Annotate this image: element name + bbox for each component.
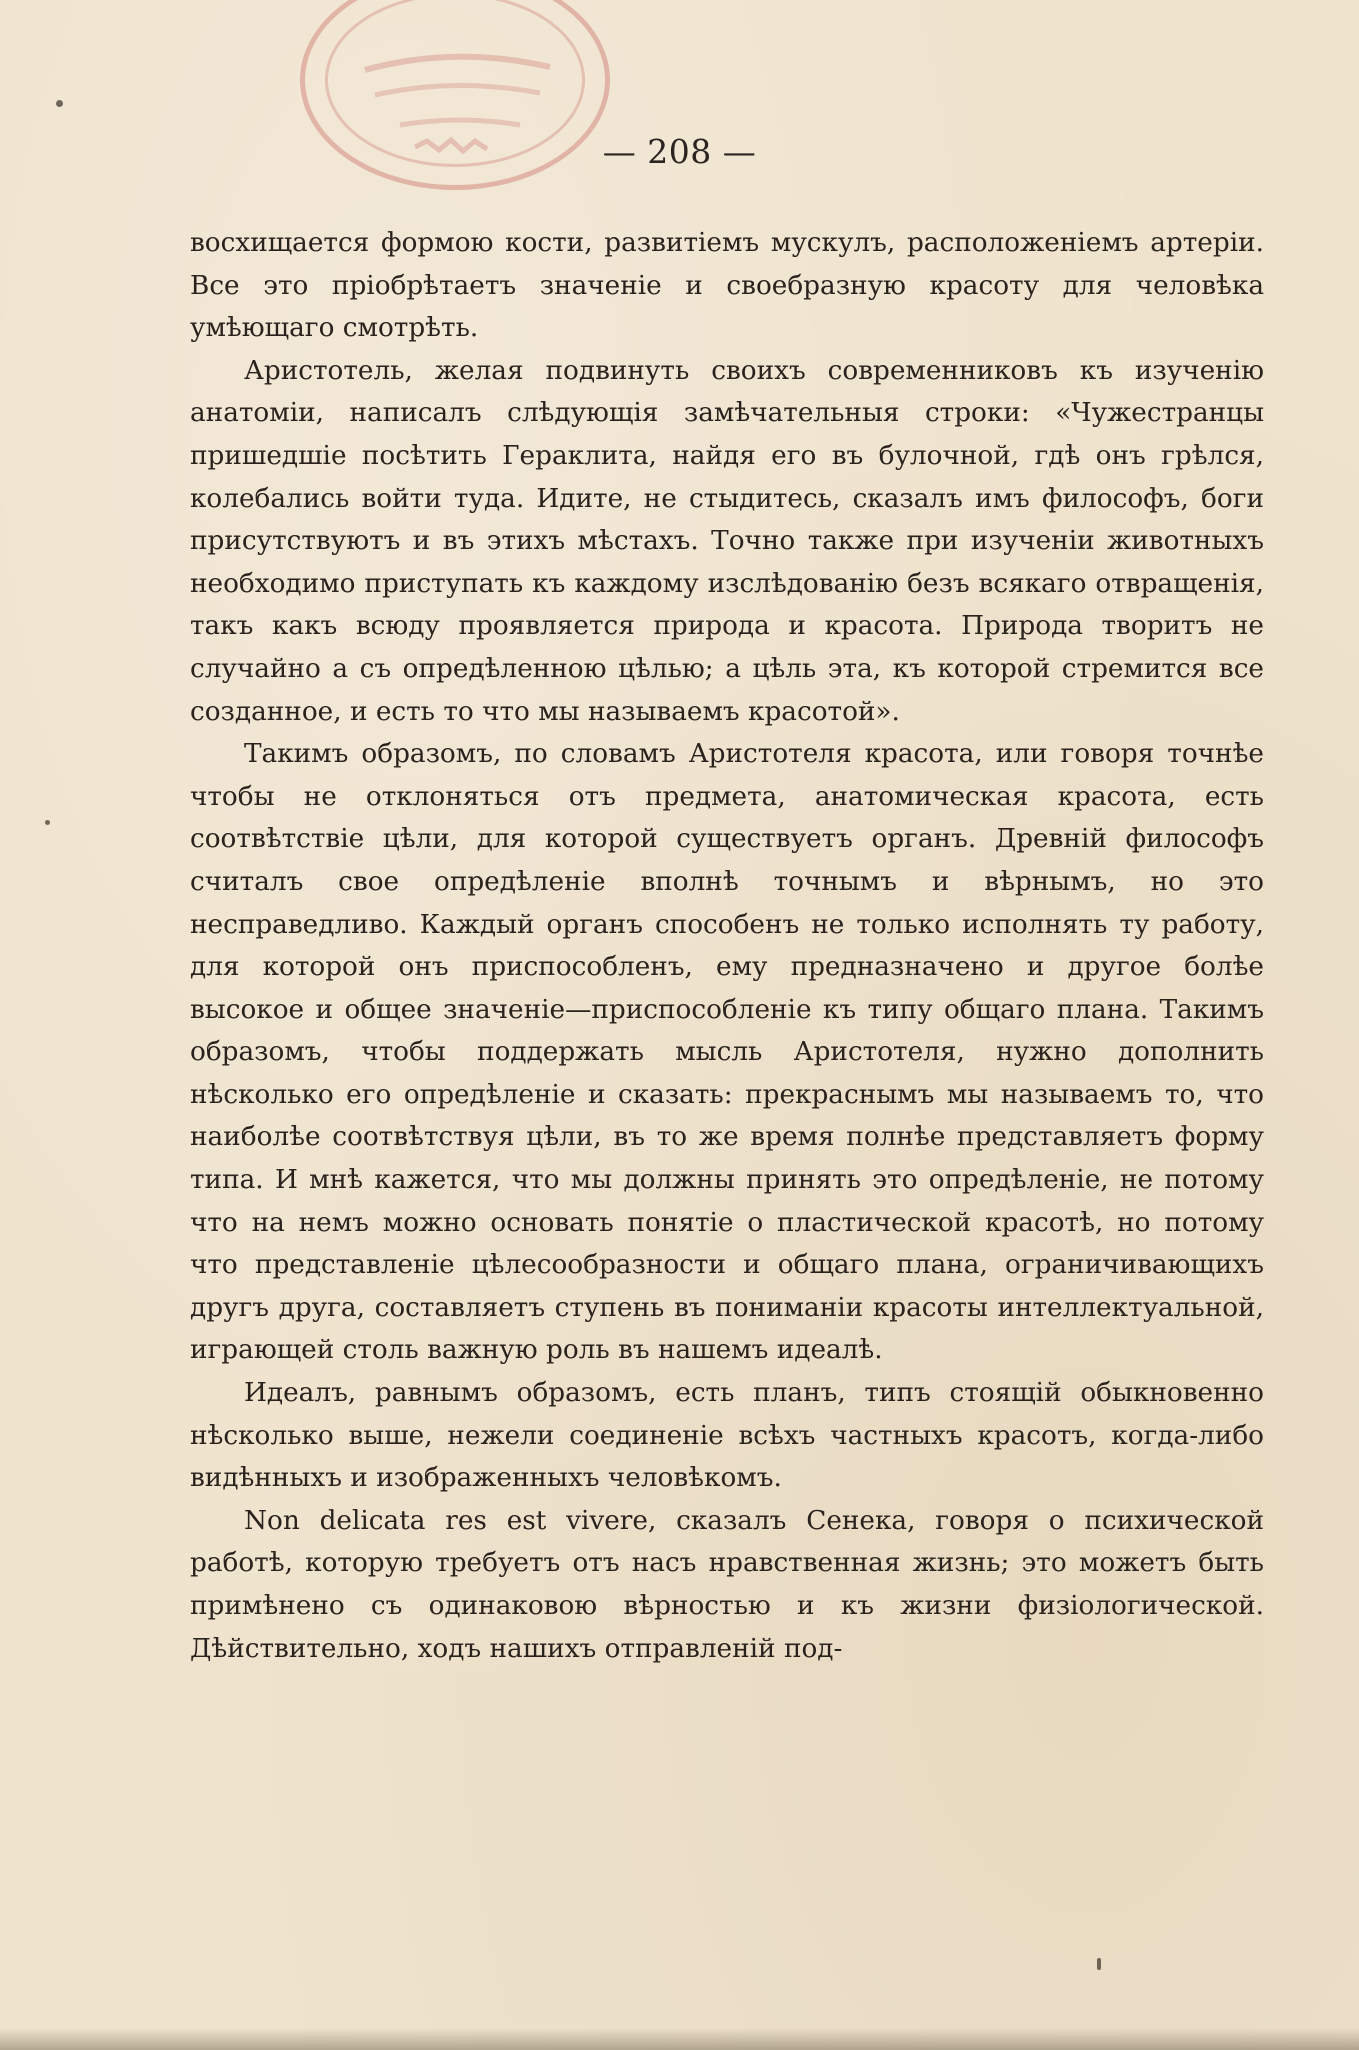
page-number: — 208 —: [602, 132, 757, 171]
paragraph-5: Non delicata res est vivere, сказалъ Сенека, говоря о психической работѣ, которую требуетъ отъ насъ нравственная жизнь; это можетъ быть примѣнено съ одинаковою вѣрностью и къ жизни физіологической. Дѣйствительно, ходъ нашихъ отправленій под-: [190, 1505, 1264, 1664]
paragraph-3: Такимъ образомъ, по словамъ Аристотеля красота, или говоря точнѣе чтобы не отклоняться отъ предмета, анатомическая красота, есть соотвѣтствіе цѣли, для которой существуетъ органъ. Древній философъ считалъ свое опредѣленіе вполнѣ точнымъ и вѣрнымъ, но это несправедливо. Каждый органъ способенъ не только исполнять ту работу, для которой онъ приспособленъ, ему предназначено и другое болѣе высокое и общее значеніе—приспособленіе къ типу общаго плана. Такимъ образомъ, чтобы поддержать мысль Аристотеля, нужно дополнить нѣсколько его опредѣленіе и сказать: прекраснымъ мы называемъ то, что наиболѣе соотвѣтствуя цѣли, въ то же время полнѣе представляетъ форму типа. И мнѣ кажется, что мы должны принять это опредѣленіе, не потому что на немъ можно основать понятіе о пластической красотѣ, но потому что представленіе цѣлесообразности и общаго плана, ограничивающихъ другъ друга, составляетъ ступень въ пониманіи красоты интеллектуальной, играющей столь важную роль въ нашемъ идеалѣ.: [190, 739, 1264, 1366]
paper-speck: [56, 100, 63, 107]
paper-speck: [1097, 1958, 1101, 1970]
paragraph-1: восхищается формою кости, развитіемъ мускулъ, расположеніемъ артеріи. Все это пріобрѣтаетъ значеніе и своебразную красоту для человѣка умѣющаго смотрѣть.: [190, 228, 1264, 344]
paragraph-2: Аристотель, желая подвинуть своихъ современниковъ къ изученію анатоміи, написалъ слѣдующія замѣчательныя строки: «Чужестранцы пришедшіе посѣтить Гераклита, найдя его въ булочной, гдѣ онъ грѣлся, колебались войти туда. Идите, не стыдитесь, сказалъ имъ философъ, боги присутствуютъ и въ этихъ мѣстахъ. Точно также при изученіи животныхъ необходимо приступать къ каждому изслѣдованію безъ всякаго отвращенія, такъ какъ всюду проявляется природа и красота. Природа творитъ не случайно а съ опредѣленною цѣлью; а цѣль эта, къ которой стремится все созданное, и есть то что мы называемъ красотой».: [190, 355, 1264, 727]
paragraph-4: Идеалъ, равнымъ образомъ, есть планъ, типъ стоящій обыкновенно нѣсколько выше, нежели соединеніе всѣхъ частныхъ красотъ, когда-либо видѣнныхъ и изображенныхъ человѣкомъ.: [190, 1378, 1264, 1494]
paper-speck: [45, 820, 50, 825]
page-bottom-edge: [0, 2028, 1359, 2050]
body-text: [190, 222, 1264, 1670]
